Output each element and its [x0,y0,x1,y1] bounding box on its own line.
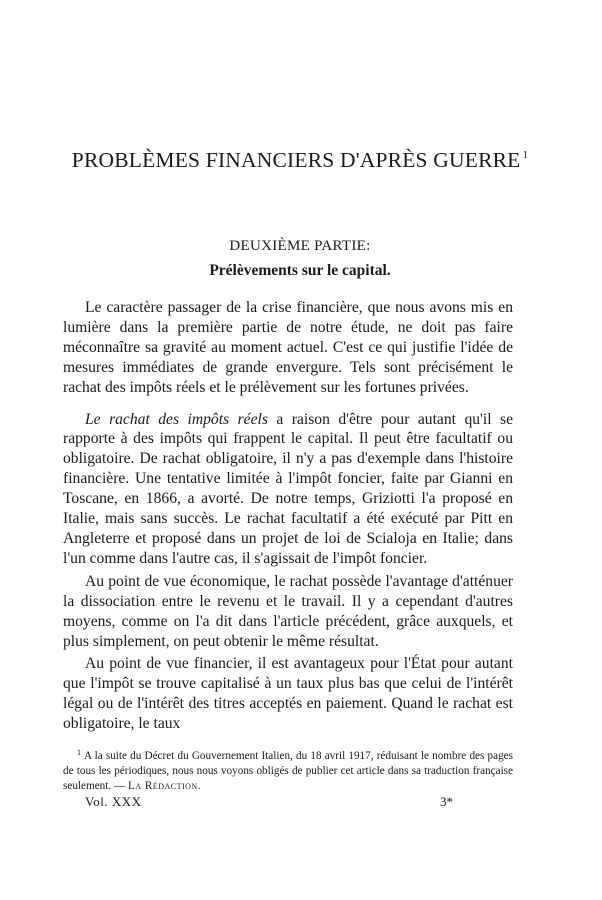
footnote-marker: 1 [77,748,81,757]
article-body [63,298,513,734]
paragraph-2-italic: Le rachat des impôts réels [85,410,268,428]
footnote [63,746,513,793]
signature-mark: 3* [440,794,453,809]
section-subtitle: Prélèvements sur le capital. [209,262,391,279]
title-footnote-marker: 1 [522,149,529,161]
paragraph-1: Le caractère passager de la crise financière, que nous avons mis en lumière dans la première partie de notre étude, ne doit pas faire méconnaître sa gravité au moment actuel. C'est ce qui justifie l'idée de mesures immédiates de grande envergure. Tels sont précisément le rachat des impôts réels et le prélèvement sur les fortunes privées. [63,299,513,396]
footnote-text: A la suite du Décret du Gouvernement Italien, du 18 avril 1917, réduisant le nombre des pages de tous les périodiques, nous nous voyons obligés de publier cet article dans sa traduction française seulement. — [63,750,513,792]
footnote-paragraph [63,746,513,793]
paragraph-2 [63,410,513,569]
paragraph-2-text: a raison d'être pour autant qu'il se rapporte à des impôts qui frappent le capital. Il peut être facultatif ou obligatoire. De rachat obligatoire, il n'y a pas d'exemple dans l'histoire financière. Une tentative limitée à l'impôt foncier, faite par Gianni en Toscane, en 1866, a avorté. De notre temps, Griziotti l'a proposé en Italie, mais sans succès. Le rachat facultatif a été exécuté par Pitt en Angleterre et proposé dans un projet de loi de Scialoja en Italie; dans l'un comme dans l'autre cas, il s'agissait de l'impôt foncier. [63,410,513,567]
article-title [60,148,540,173]
paragraph-3: Au point de vue économique, le rachat possède l'avantage d'atténuer la dissociation entre le revenu et le travail. Il y a cependant d'autres moyens, comme on l'a dit dans l'article précédent, grâce auxquels, et plus simplement, on peut obtenir le même résultat. [63,572,513,650]
part-heading: DEUXIÈME PARTIE: [229,238,371,254]
article-title-text: PROBLÈMES FINANCIERS D'APRÈS GUERRE [71,148,521,172]
volume-label: Vol. XXX [85,794,142,809]
footnote-signature: La Rédaction. [127,779,201,792]
paragraph-4: Au point de vue financier, il est avantageux pour l'État pour autant que l'impôt se trouve capitalisé à un taux plus bas que celui de l'intérêt légal ou de l'intérêt des titres acceptés en paiement. Quand le rachat est obligatoire, le taux [63,655,513,733]
